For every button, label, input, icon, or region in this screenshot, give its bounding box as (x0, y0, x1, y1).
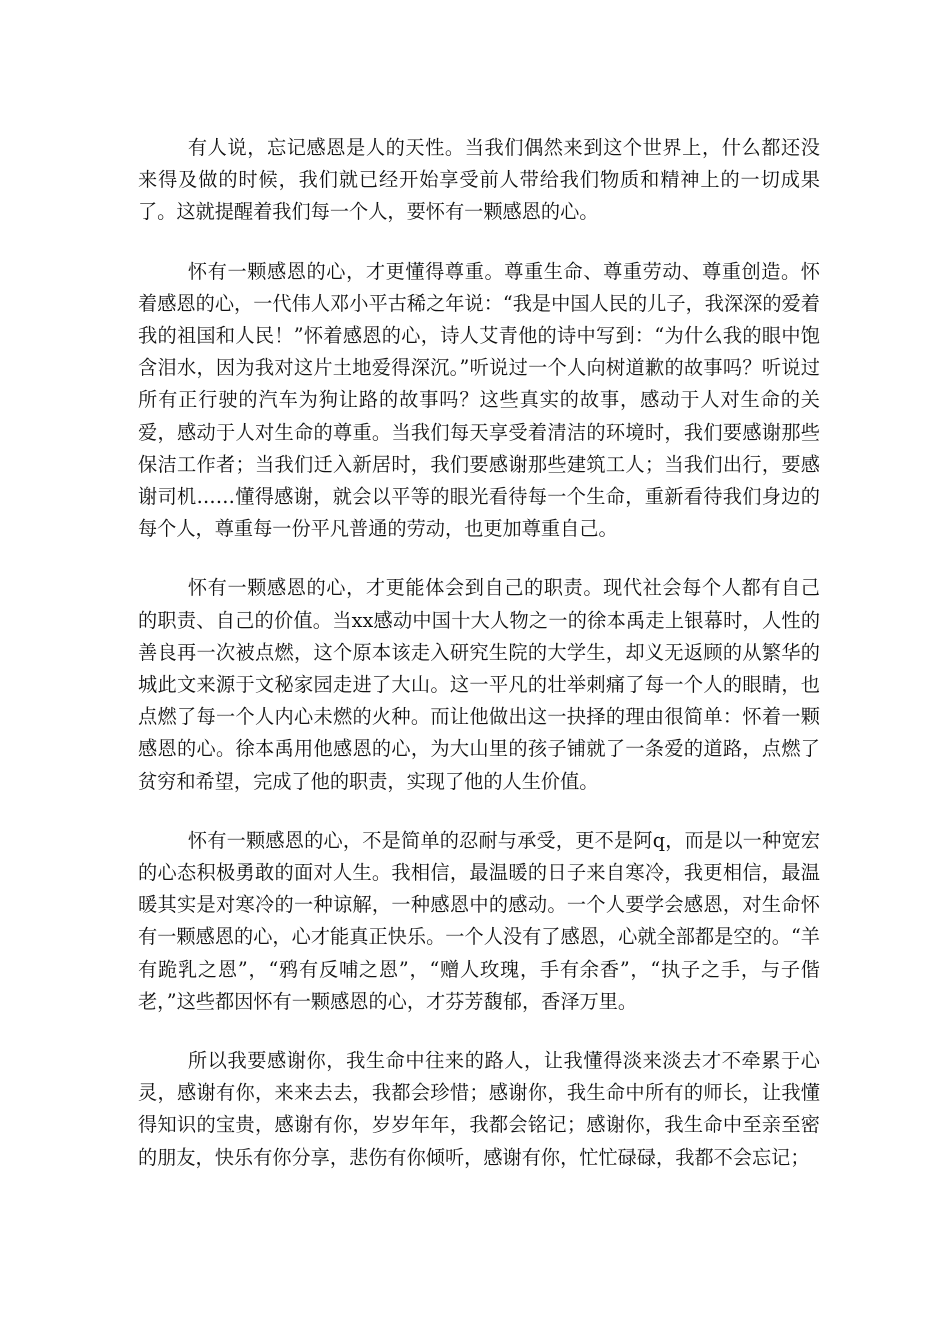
document-body (138, 132, 820, 1174)
paragraph-1: 有人说，忘记感恩是人的天性。当我们偶然来到这个世界上，什么都还没来得及做的时候，我们就已经开始享受前人带给我们物质和精神上的一切成果了。这就提醒着我们每一个人，要怀有一颗感恩的心。 (138, 136, 820, 224)
paragraph-3: 怀有一颗感恩的心，才更能体会到自己的职责。现代社会每个人都有自己的职责、自己的价值。当xx感动中国十大人物之一的徐本禹走上银幕时，人性的善良再一次被点燃，这个原本该走入研究生院的大学生，却义无返顾的从繁华的城此文来源于文秘家园走进了大山。这一平凡的壮举刺痛了每一个人的眼睛，也点燃了每一个人内心未燃的火种。而让他做出这一抉择的理由很简单：怀着一颗感恩的心。徐本禹用他感恩的心，为大山里的孩子铺就了一条爱的道路，点燃了贫穷和希望，完成了他的职责，实现了他的人生价值。 (138, 576, 820, 793)
paragraph-2: 怀有一颗感恩的心，才更懂得尊重。尊重生命、尊重劳动、尊重创造。怀着感恩的心，一代伟人邓小平古稀之年说：“我是中国人民的儿子，我深深的爱着我的祖国和人民！”怀着感恩的心，诗人艾青他的诗中写到：“为什么我的眼中饱含泪水，因为我对这片土地爱得深沉。”听说过一个人向树道歉的故事吗？听说过所有正行驶的汽车为狗让路的故事吗？这些真实的故事，感动于人对生命的关爱，感动于人对生命的尊重。当我们每天享受着清洁的环境时，我们要感谢那些保洁工作者；当我们迁入新居时，我们要感谢那些建筑工人；当我们出行，要感谢司机……懂得感谢，就会以平等的眼光看待每一个生命，重新看待我们身边的每个人，尊重每一份平凡普通的劳动，也更加尊重自己。 (138, 259, 820, 541)
paragraph-4: 怀有一颗感恩的心，不是简单的忍耐与承受，更不是阿q，而是以一种宽宏的心态积极勇敢的面对人生。我相信，最温暖的日子来自寒冷，我更相信，最温暖其实是对寒冷的一种谅解，一种感恩中的感动。一个人要学会感恩，对生命怀有一颗感恩的心，心才能真正快乐。一个人没有了感恩，心就全部都是空的。“羊有跪乳之恩”，“鸦有反哺之恩”，“赠人玫瑰，手有余香”，“执子之手，与子偕老，”这些都因怀有一颗感恩的心，才芬芳馥郁，香泽万里。 (138, 828, 820, 1013)
paragraph-5: 所以我要感谢你，我生命中往来的路人，让我懂得淡来淡去才不牵累于心灵，感谢有你，来来去去，我都会珍惜；感谢你，我生命中所有的师长，让我懂得知识的宝贵，感谢有你，岁岁年年，我都会铭记；感谢你，我生命中至亲至密的朋友，快乐有你分享，悲伤有你倾听，感谢有你，忙忙碌碌，我都不会忘记； (138, 1049, 820, 1169)
